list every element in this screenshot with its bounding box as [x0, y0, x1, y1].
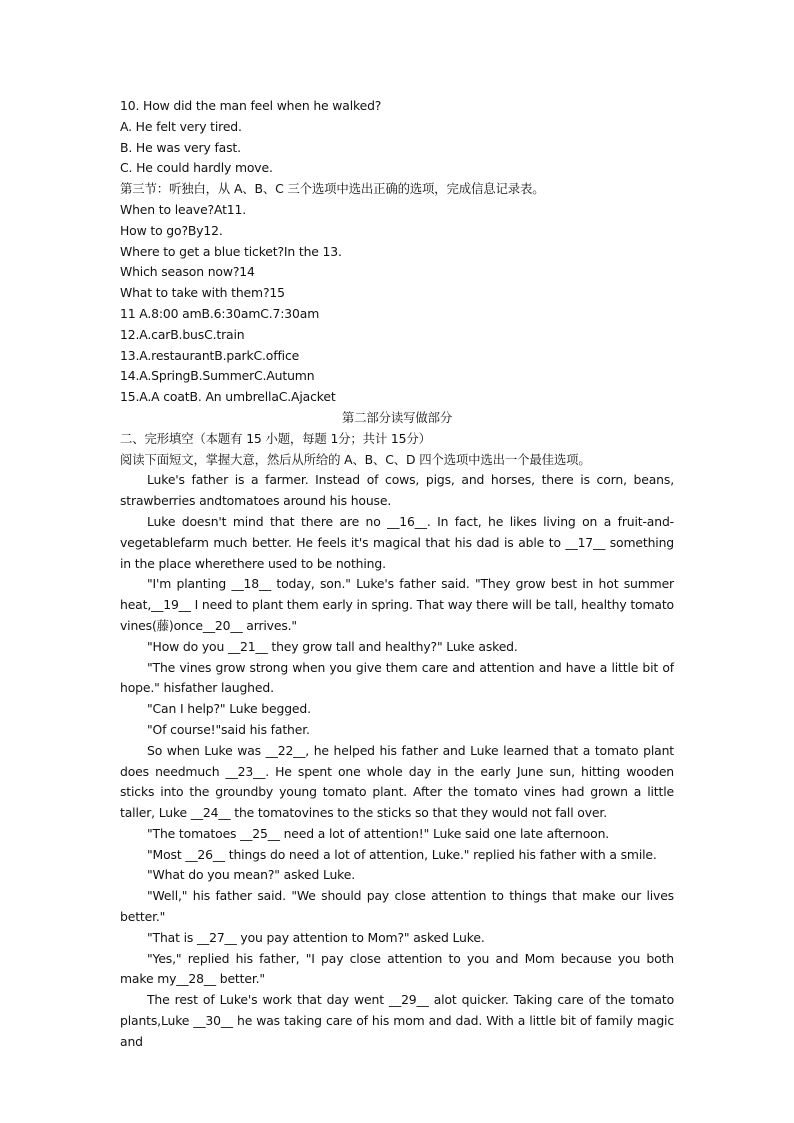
form-line-season: Which season now?14: [120, 264, 255, 280]
part2-heading: 第二部分读写做部分: [341, 409, 453, 425]
question-10-option-c: C. He could hardly move.: [120, 160, 273, 176]
passage-paragraph-6: "Can I help?" Luke begged.: [147, 701, 311, 717]
passage-paragraph-5: "The vines grow strong when you give them care and attention and have a little bit of hope." hisfather laughed.: [120, 659, 674, 696]
passage-paragraph-7: "Of course!"said his father.: [147, 721, 310, 737]
form-line-ticket: Where to get a blue ticket?In the 13.: [120, 243, 342, 259]
passage-paragraph-13: "That is __27__ you pay attention to Mom?" asked Luke.: [147, 929, 485, 945]
passage-paragraph-4: "How do you __21__ they grow tall and healthy?" Luke asked.: [147, 638, 518, 654]
cloze-instruction: 阅读下面短文，掌握大意，然后从所给的 A、B、C、D 四个选项中选出一个最佳选项。: [120, 451, 591, 467]
page-content: [120, 96, 674, 1049]
options-11: 11 A.8:00 amB.6:30amC.7:30am: [120, 305, 320, 321]
passage-paragraph-3: "I'm planting __18__ today, son." Luke's father said. "They grow best in hot summer heat,__19__ I need to plant them early in spring. That way there will be tall, healthy tomato vines(藤)once__20__ arrives.": [120, 576, 674, 633]
options-13: 13.A.restaurantB.parkC.office: [120, 347, 300, 363]
question-10: 10. How did the man feel when he walked?: [120, 98, 382, 113]
options-12: 12.A.carB.busC.train: [120, 326, 245, 342]
passage-paragraph-15-line-1: The rest of Luke's work that day went __29__ alot quicker. Taking care of the tomato: [147, 992, 674, 1008]
passage-paragraph-2: Luke doesn't mind that there are no __16__. In fact, he likes living on a fruit-and-vegetablefarm much better. He feels it's magical that his dad is able to __17__ something in the place wherethere used to be nothing.: [120, 513, 674, 571]
passage-paragraph-8: So when Luke was __22__, he helped his father and Luke learned that a tomato plant does needmuch __23__. He spent one whole day in the early June sun, hitting wooden sticks into the groundby young tomato plant. After the tomato vines had grown a little taller, Luke __24__ the tomatovines to the sticks so that they would not fall over.: [120, 742, 674, 821]
form-line-transport: How to go?By12.: [120, 222, 223, 238]
form-line-take: What to take with them?15: [120, 285, 285, 301]
question-10-option-a: A. He felt very tired.: [120, 118, 242, 134]
options-15: 15.A.A coatB. An umbrellaC.Ajacket: [120, 389, 336, 405]
passage-paragraph-9: "The tomatoes __25__ need a lot of attention!" Luke said one late afternoon.: [147, 825, 610, 841]
form-line-leave: When to leave?At11.: [120, 201, 247, 217]
passage-paragraph-1: Luke's father is a farmer. Instead of cows, pigs, and horses, there is corn, beans, strawberries andtomatoes around his house.: [120, 472, 674, 509]
passage-paragraph-12: "Well," his father said. "We should pay close attention to things that make our lives better.": [120, 888, 674, 925]
passage-paragraph-10: "Most __26__ things do need a lot of attention, Luke." replied his father with a smile.: [147, 846, 657, 862]
cloze-title: 二、完形填空（本题有 15 小题，每题 1分；共计 15分）: [120, 430, 431, 446]
options-14: 14.A.SpringB.SummerC.Autumn: [120, 368, 315, 384]
passage-paragraph-11: "What do you mean?" asked Luke.: [147, 867, 356, 883]
part3-instruction: 第三节：听独白，从 A、B、C 三个选项中选出正确的选项，完成信息记录表。: [120, 181, 545, 197]
question-10-option-b: B. He was very fast.: [120, 139, 241, 155]
passage-paragraph-14: "Yes," replied his father, "I pay close attention to you and Mom because you both make my__28__ better.": [120, 950, 674, 987]
passage-paragraph-15-line-2: plants,Luke __30__ he was taking care of his mom and dad. With a little bit of family magic and: [120, 1013, 674, 1049]
